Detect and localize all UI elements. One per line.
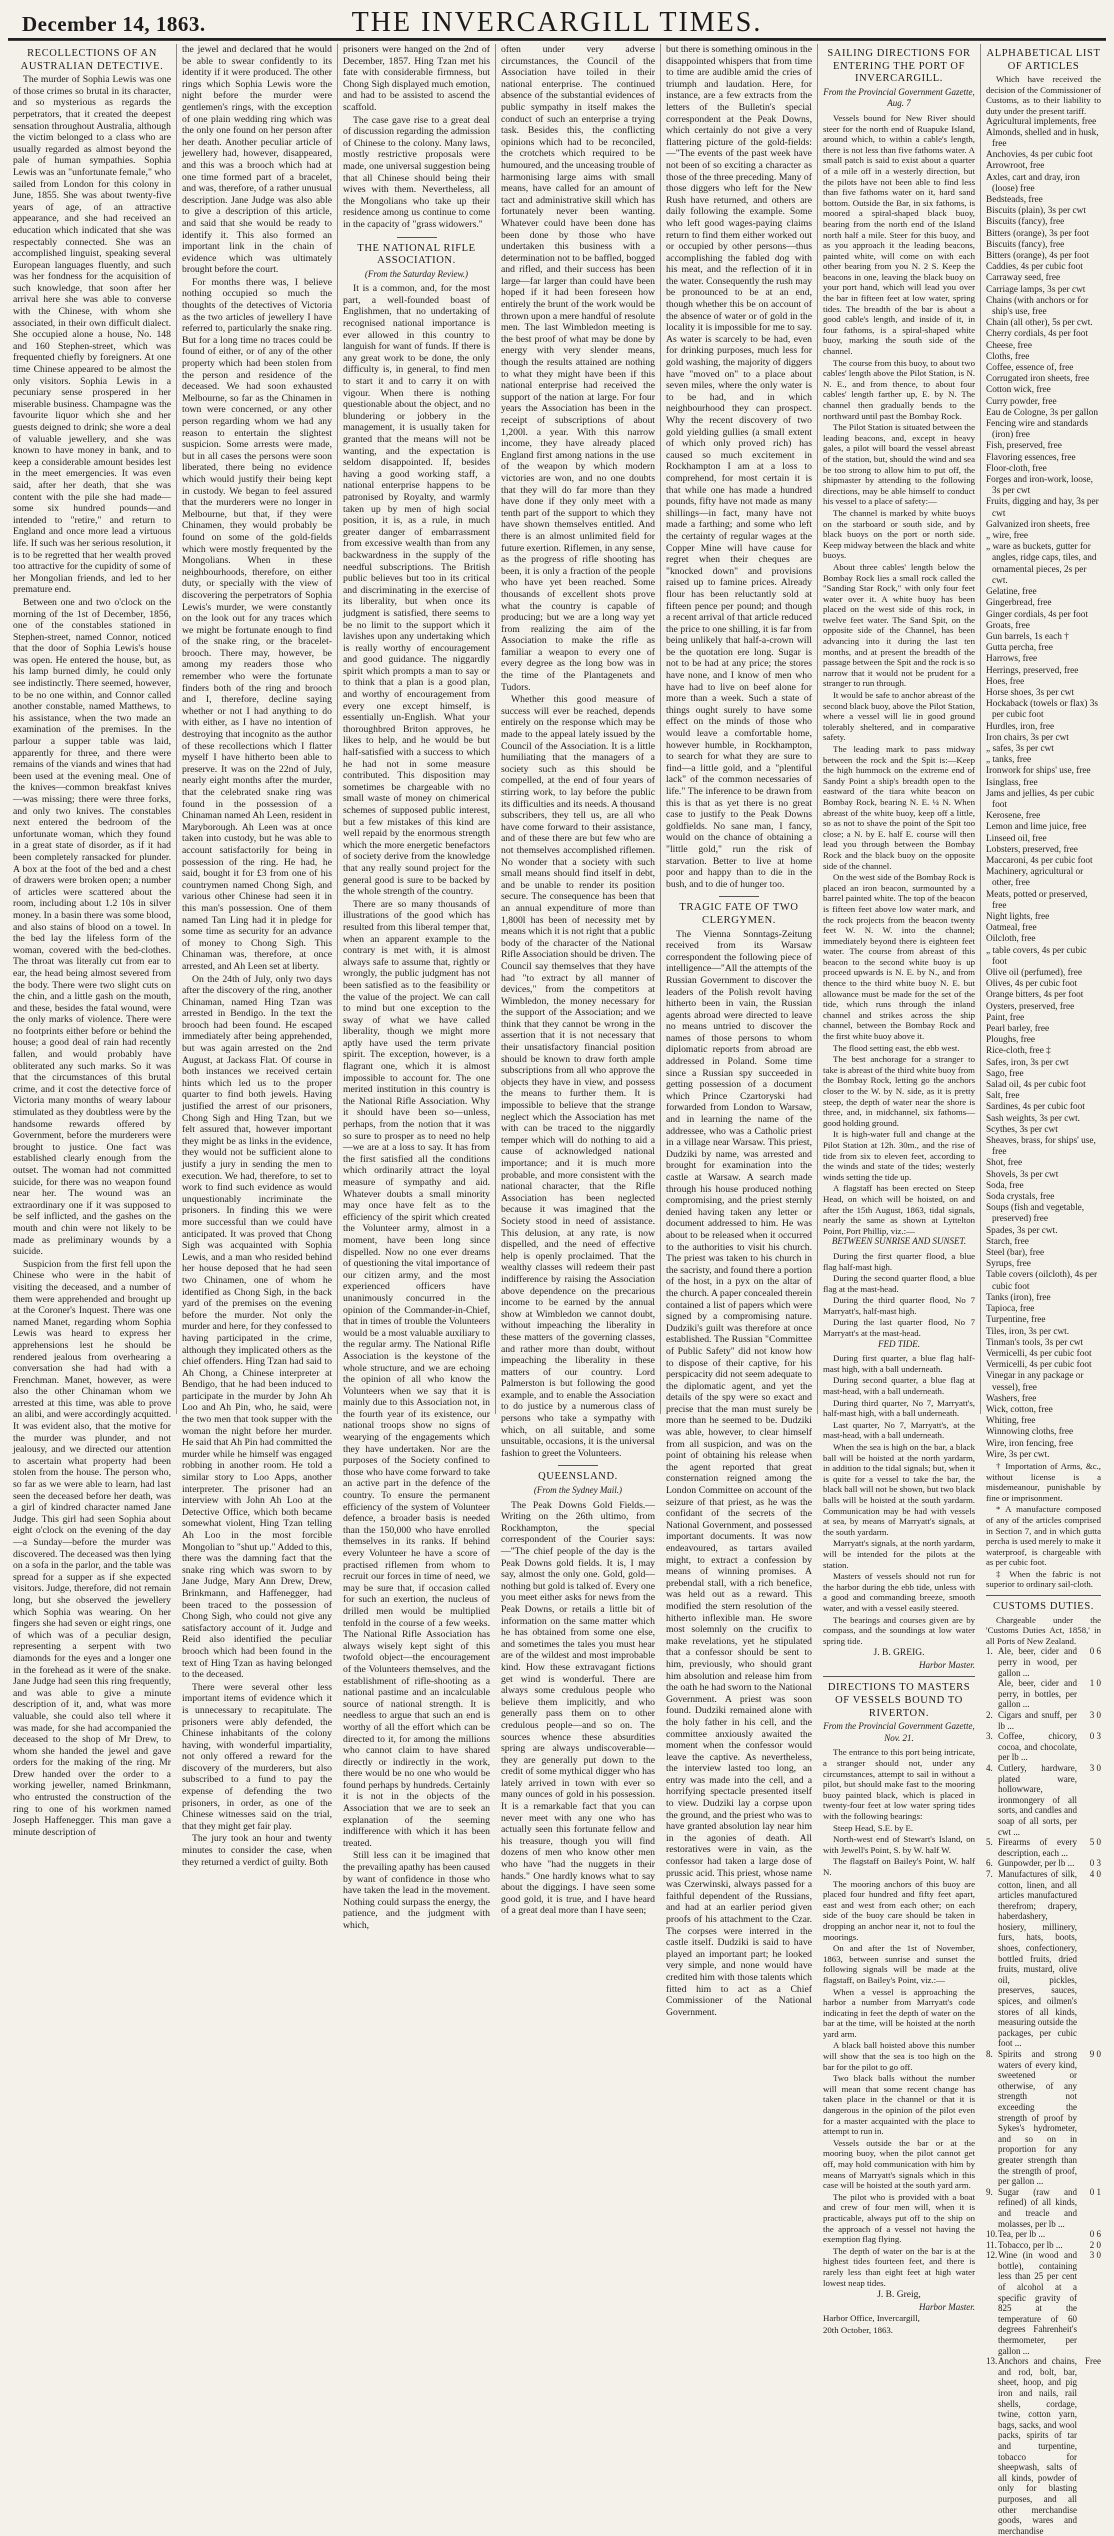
signature-name: J. B. GREIG. <box>873 1648 925 1659</box>
tariff-list-item: Hockaback (towels or flax) 3s per cubic foot <box>986 699 1099 721</box>
duties-intro: Chargeable under the 'Customs Duties Act, 1858,' in all Ports of New Zealand. <box>986 1614 1101 1646</box>
article-paragraph: Steep Head, S.E. by E. <box>833 1822 914 1833</box>
article-paragraph: Suspicion from the first fell upon the Chinese who were in the habit of visiting the deceased, and a number of them were apprehended and brought up at the Coroner's Inquest. There was one named Manet, regarding whom Sophia Lewis was heard to express her apprehensions lest he should be rendered jealous from overhearing a conversation she had had with a Frenchman. Manet, however, as were also the other Chinaman whom we arrested at this time, was able to prove an alibi, and were accordingly acquitted. It was evident also, that the motive for the murder was plunder, and not jealousy, and we directed our attention to ascertain what property had been stolen from the house. The person who, so far as we were able to learn, had last seen the deceased before her death, was a girl of kindred character named Jane Judge. This girl had seen Sophia about eight o'clock on the evening of the day—a Sunday—before the murder was discovered. The deceased was then lying on a sofa in the parlor, and the table was spread for a supper as if she expected visitors. Judge, therefore, did not remain long, but she observed the jewellery which Sophia was wearing. On her fingers she had seven or eight rings, one of which was of a peculiar design, representing a serpent with two diamonds for the eyes and a longer one in the forehead as it were of the snake. Jane Judge had seen this ring frequently, and was able to give a minute description of it, and, what was more valuable, she could also tell where it was made, for she had accompanied the deceased to the shop of Mr Drew, to whom she handed the jewel and gave orders for the making of the ring. Mr Drew handed over the order to a working jeweller, named Brinkmann, who entrusted the construction of the ring to one of his workmen named Joseph Haffenegger. This man gave a minute description of <box>13 1258 171 1838</box>
article-heading-alphabetical-list: ALPHABETICAL LIST OF ARTICLES <box>986 48 1101 72</box>
tariff-list-item: Pearl barley, free <box>986 1024 1050 1035</box>
tariff-list-item: Vinegar in any package or vessel), free <box>986 1371 1084 1393</box>
duties-row <box>986 2187 1101 2229</box>
duty-number: 11. <box>986 2239 997 2250</box>
tariff-list-item: Almonds, shelled and in husk, free <box>986 127 1099 149</box>
tariff-list-item: Washers, free <box>986 1393 1037 1404</box>
duty-number: 1. <box>986 1646 993 1657</box>
tariff-list-item: Chains (with anchors or for ship's use, free <box>986 295 1089 318</box>
article-paragraph: often under very adverse circumstances, the Council of the Association have toiled in their national enterprise. The continued absence of the substantial evidences of public sympathy in itself makes the conduct of such an enterprise a trying task. Besides this, the conflicting opinions which had to be reconciled, the crotchets which required to be humoured, and the unceasing trouble of harmonising large aims with small means, have called for an amount of tact and administrative skill which has fortunately never been wanting. Whatever could have been done has been done by those who have undertaken this business with a determination not to be baffled, bogged and rifled, and their success has been large—far larger than could have been hoped if it had been foreseen how entirely the brunt of the work would be thrown upon a mere handful of resolute men. The last Wimbledon meeting is the best proof of what may be done by energy with very slender means, though the results attained are nothing to what they might have been if this national enterprise had received the support of the nation at large. For four years the Association has been in the receipt of subscriptions of about 1,200l. a year. With this narrow income, they have already placed England first among nations in the use of the weapon by which modern victories are won, and no one doubts that they will do far more than they have done if they only meet with a tenth part of the support to which they have shown themselves entitled. And there is an almost unlimited field for future exertion. Riflemen, in any sense, as the progress of rifle shooting has been, it is only a fraction of the people who have yet been reached. Some thousands of excellent shots prove what the country is capable of producing; but we are a long way yet from realizing the aim of the Association to make the rifle as familiar a weapon to every one of every degree as the long bow was in the time of the Plantagenets and Tudors. <box>501 44 655 693</box>
tariff-list-item: Tapioca, free <box>986 1304 1035 1315</box>
article-paragraph: It is a common, and, for the most part, a well-founded boast of Englishmen, that no undertaking of recognised national importance is ever allowed in this country to languish for want of funds. If there is any great work to be done, the only difficulty is, in general, to find men to start it and to carry it on with vigour. When there is nothing questionable about the object, and no blundering or jobbery in the management, it is usually taken for granted that the means will not be wanting, and the expectation is seldom disappointed. If, besides having a good working staff, a national enterprise happens to be patronised by Royalty, and warmly taken up by men of high social position, it is, as a rule, in much greater danger of embarrassment from excessive wealth than from any backwardness in the supply of the needful subscriptions. The British public believes but too in its critical and discriminating in the exercise of its liberality, but when once its judgment is satisfied, there seems to be no limit to the support which it lavishes upon any undertaking which is really worthy of encouragement and good guidance. The niggardly spirit which prompts a man to say or to think that a plan is a good plan, and worthy of encouragement from every one except himself, is essentially un-English. What your thoroughbred Briton approves, he likes to help, and he would be but half-satisfied with a success to which he had not in some measure contributed. This disposition may sometimes be chargeable with no small waste of money on chimerical schemes of supposed public interest, but a few mistakes of this kind are well repaid by the enormous strength which the more energetic benefactors of society derive from the knowledge that any really sound project for the general good is sure to be backed by the whole strength of the country. <box>343 283 490 898</box>
duty-description: Tobacco, per lb ... <box>998 2239 1063 2250</box>
signals-heading: BETWEEN SUNRISE AND SUNSET. <box>831 1236 967 1247</box>
tariff-list-item: Soda, free <box>986 1180 1024 1191</box>
tariff-list-item: Scythes, 3s per cwt <box>986 1124 1058 1135</box>
duties-row <box>986 2049 1101 2187</box>
tariff-list-item: „ safes, 3s per cwt <box>986 743 1054 754</box>
article-paragraph: For months there was, I believe nothing occupied so much the thoughts of the detectives of Victoria as the two articles of jewellery I have referred to, particularly the snake ring. But for a long time no traces could be found of either, or of any of the other property which had been stolen from the person and residence of the deceased. We had soon exhausted Melbourne, so far as the Chinamen in town were concerned, or any other person regarding whom we had any reason to entertain the slightest suspicion. Some arrests were made, but in all cases the persons were soon liberated, there being no evidence which would justify their being kept in custody. We began to feel assured that the murderers were no longer in Melbourne, but that, if they were Chinamen, they would probably be found on some of the gold-fields which were mostly frequented by the Mongolians. When in these neighbourhoods, therefore, on either duty, or specially with the view of discovering the perpetrators of Sophia Lewis's murder, we were constantly on the look out for any traces which we might be fortunate enough to find of the snake ring, or the bracelet-brooch. There may, however, be among my readers those who remember who were the fortunate finders both of the ring and brooch and I, therefore, decline saying whether or not I had anything to do with either, as I have no intention of destroying that incognito as the author of these recollections which I flatter myself I have hitherto been able to preserve. It was on the 22nd of July, nearly eight months after the murder, that the celebrated snake ring was found in the possession of a Chinaman named Ah Leen, resident in Maryborough. Ah Leen was at once taken into custody, but he was able to account satisfactorily for being in possession of the ring. He had, he said, bought it for £3 from one of his countrymen named Chong Sigh, and various other Chinese had seen it in this man's possession. One of them named Tan Ling had it in pledge for some time as security for an advance of money to Chong Sigh. This Chinaman was, therefore, at once arrested, and Ah Leen set at liberty. <box>182 276 332 972</box>
article-paragraph: Marryatt's signals, at the north yardarm, will be intended for the pilots at the station. <box>823 1538 975 1570</box>
tariff-list-item: Kerosene, free <box>986 811 1041 822</box>
tariff-list-item: Sheaves, brass, for ships' use, free <box>986 1136 1096 1158</box>
tariff-list-item: Gingerbread, free <box>986 598 1052 609</box>
tariff-list-item: Olive oil (perfumed), free <box>986 968 1083 978</box>
article-paragraph: When the sea is high on the bar, a black ball will be hoisted at the north yardarm, in addition to the tidal signals; but, when it is quite for a vessel to take the bar, the black ball will not be shown, but two black balls will be hoisted at the south yardarm. Communication may be had with vessels at sea, by means of Marryatt's signals, at the south yardarm. <box>823 1442 975 1537</box>
article-paragraph: The flood setting east, the ebb west. <box>833 1042 960 1053</box>
tariff-list-item: Forges and iron-work, loose, 3s per cwt <box>986 475 1093 497</box>
signature-title: Harbor Master. <box>918 2301 975 2312</box>
signal-line: During the last quarter flood, No 7 Marryatt's at the mast-head. <box>823 1317 975 1339</box>
list-note: ‡ When the fabric is not superior to ordinary sail-cloth. <box>986 1568 1101 1590</box>
duties-row <box>986 1869 1101 2049</box>
signal-line: Last quarter, No 7, Marryatt's, at the mast-head, with a ball underneath. <box>823 1419 975 1441</box>
tariff-list-item: Agricultural implements, free <box>986 116 1097 127</box>
article-paragraph: There are so many thousands of illustrations of the good which has resulted from this liberal temper that, when an apparent example to the contrary is met with, it is almost always safe to assume that, rightly or wrongly, the public judgment has not been satisfied as to the feasibility or the value of the project. We can call to mind but one exception to the sway of what we have called liberality, though we might more aptly have used the term private spirit. The exception, however, is a flagrant one, which it is almost impossible to account for. The one merited institution in this country is the National Rifle Association. Why it should have been so—unless, perhaps, from the notion that it was so sure to prosper as to need no help—we are at a loss to say. It has from the first satisfied all the conditions which ordinarily attract the loyal measure of sympathy and aid. Whatever doubts a small minority may once have felt as to the efficiency of the spirit which created the Volunteer army, almost in a moment, have been long since dispelled. Now no one ever dreams of questioning the vital importance of our citizen army, and the most experienced officers have unanimously concurred in the opinion of the Commander-in-Chief, that in times of trouble the Volunteers would be a most valuable auxiliary to the regular army. The National Rifle Association is the keystone of the whole structure, and we are echoing the opinion of all who know the Volunteers when we say that it is mainly due to this Association not, in the fourth year of its existence, our national troops show no signs of wearying of the engagements which they have undertaken. Nor are the purposes of the Society confined to those who have come forward to take an active part in the defence of the country. To ensure the permanent efficiency of the system of Volunteer defence, a broader basis is needed than the 150,000 who have enrolled themselves in its ranks. If behind every Volunteer he have a score of practised riflemen from whom to recruit our forces in time of need, we may be sure that, if occasion called for such an exertion, the nucleus of drilled men would be multiplied tenfold in the course of a few weeks. The National Rifle Association has always wisely kept sight of this twofold object—the encouragement of the Volunteers themselves, and the establishment of rifle-shooting as a national pastime and an incalculable source of national strength. It is needless to argue that such an end is worthy of all the effort which can be directed to it, for among the millions who cannot claim to have shared directly or indirectly in the work, there would be no one who would be found perhaps by hundreds. Certainly it is not in the objects of the Association that we are to seek an explanation of the seeming indifference with which it has been treated. <box>343 898 490 1849</box>
article-paragraph: The best anchorage for a stranger to take is abreast of the third white buoy from the Bombay Rock, letting go the anchors closer to the W. by N. side, as it is pretty steep, the depth of water near the shore is three, and, in midchannel, six fathoms—good holding ground. <box>823 1054 975 1128</box>
article-paragraph: but there is something ominous in the disappointed whispers that from time to time are audible amid the cries of triumph and laudation. Here, for instance, are a few extracts from the letters of the Bulletin's special correspondent at the Peak Downs, which certainly do not give a very flattering picture of the gold-fields:—"The events of the past week have not been of so exciting a character as those of the three preceding. Many of those diggers who left for the New Rush have returned, and others are daily following the example. Some who left good wages-paying claims return to find them either worked out or occupied by other persons—thus accomplishing the fabled dog with his meat, and the reflection of it in the water. Consequently the rush may be pronounced to be at an end, though whether this be on account of the absence of water or of gold in the locality it is impossible for me to say. As water is scarcely to be had, even for drinking purposes, much less for gold washing, the majority of diggers have "moved on" to a place about seven miles, where the only water is to be had, and in which neighbourhood they can prospect. Why the recent discovery of two gold yielding gullies (a small extent of which only proved rich) has caused so much excitement in Rockhampton I am at a loss to comprehend, for most certain it is that while one has made a hundred pounds, fifty have not made as many shillings—in fact, many have not made a farthing; and some who left the certainty of regular wages at the Copper Mine will have cause for regret when their cheques are "knocked down" and provisions raised up to famine prices. Already flour has been reluctantly sold at fifteen pence per pound; and though a recent arrival of that article reduced the price to one shilling, it is far from being unlikely that half-a-crown will be the quotation ere long. Sugar is not to be had at any price; the stores have none, and I know of men who have had to live on beef alone for more than a week. Such a state of things ought surely to have some effect on the minds of those who would leave a comfortable home, however humble, in Rockhampton, to search for what they are sure to find—a little gold, and a "plentiful lack" of the common necessaries of life." The inference to be drawn from this is that as yet there is no great case to justify to the Peak Downs goldfields. No sane man, I fancy, would on the chance of obtaining a "little gold," run the risk of starvation. Better to live at home poor and happy than to die in the bush, and to die of hunger too. <box>666 44 812 890</box>
article-heading-sailing-directions: SAILING DIRECTIONS FOR ENTERING THE PORT OF INVERCARGILL. <box>827 48 971 85</box>
tariff-list-item: Oysters, preserved, free <box>986 1001 1075 1012</box>
tariff-list-item: „ table covers, 4s per cubic foot <box>986 945 1087 967</box>
tariff-list-item: Night lights, free <box>986 911 1050 922</box>
list-intro: Which have received the decision of the Commissioner of Customs, as to their liability to duty under the present tariff. <box>986 74 1101 116</box>
tariff-list-item: Oilcloth, free <box>986 934 1036 945</box>
signals-heading: FED TIDE. <box>878 1338 920 1349</box>
newspaper-title: THE INVERCARGILL TIMES. <box>351 7 763 38</box>
tariff-list-item: Horse shoes, 3s per cwt <box>986 687 1075 698</box>
tariff-list-item: Hoes, free <box>986 676 1025 687</box>
tariff-list-item: Gun barrels, 1s each † <box>986 631 1069 642</box>
duty-number: 3. <box>986 1731 993 1742</box>
tariff-list-item: Orange bitters, 4s per foot <box>986 990 1084 1001</box>
article-paragraph: Between one and two o'clock on the morning of the 1st of December, 1856, one of the constables stationed in Stephen-street, named Connor, noticed that the door of Sophia Lewis's house was open. He entered the house, but, as his lamp burned dimly, he could only see indistinctly. There seemed, however, to be no one within, and Connor called another constable, named Matthews, to his assistance, when the two made an examination of the premises. In the parlour a supper table was laid, apparently for three, and there were remains of the viands and wines that had been used at the evening meal. One of the knives—common breakfast knives—was missing; there were three forks, and only two knives. The constables next entered the bedroom of the unfortunate woman, which they found in a great state of disorder, as if it had been completely ransacked for plunder. A box at the foot of the bed and a chest of drawers were broken open; a number of articles were scattered about the room, including about 1.2 10s in silver money. In a basin there was some blood, and also stains of blood on a towel. In the bed lay the lifeless form of the woman, covered with the bed-clothes. The throat was literally cut from ear to ear, the head being almost severed from the body. There were two slight cuts on the chin, and a little gash on the mouth, and these, besides the fatal wound, were the only marks of violence. There were no footprints either before or behind the house; a good deal of rain had recently fallen, and would probably have obliterated any such marks. So it was that the circumstances of this brutal crime, and it cost the detective force of Victoria many months of weary labour stimulated as they doubtless were by the handsome rewards offered by Government, before the murderers were brought to justice. One fact was established clearly enough from the outset. The woman had not committed suicide, for there was no weapon found near her. The wound was an extraordinary one if it was supposed to be self inflicted, and the gashes on the mouth and chin were not likely to be made as preliminary wounds by a suicide. <box>13 596 171 1258</box>
tariff-list-item: Gutta percha, free <box>986 643 1053 654</box>
signal-line: During first quarter, a blue flag half-mast high, with a ball underneath. <box>823 1353 975 1374</box>
duty-description: Firearms of every description, each ... <box>998 1837 1077 1858</box>
tariff-list-item: „ wire, free <box>986 531 1029 542</box>
tariff-list-item: Tiles, iron, 3s per cwt. <box>986 1326 1070 1337</box>
tariff-list-item: Chain (all other), 5s per cwt. <box>986 318 1093 329</box>
article-paragraph: Masters of vessels should not run for the harbor during the ebb tide, unless with a good and commanding breeze, smooth water, and with a vessel easily steered. <box>823 1571 975 1613</box>
tariff-list-item: Corrugated iron sheets, free <box>986 374 1090 385</box>
tariff-list-item: Sardines, 4s per cubic foot <box>986 1102 1085 1113</box>
article-separator <box>823 1676 975 1677</box>
column-2 <box>176 44 337 1868</box>
tariff-list-item: Fruits, digging and hay, 3s per cwt <box>986 497 1099 519</box>
article-paragraph: The channel is marked by white buoys on the starboard or south side, and by black buoys on the port or north side. Keep midway between the black and white buoys. <box>823 507 975 561</box>
tariff-list-item: Olives, 4s per cubic foot <box>986 979 1078 990</box>
tariff-list-item: Iron chairs, 3s per cwt <box>986 732 1069 743</box>
list-note: † Importation of Arms, &c., without license is a misdemeanour, punishable by fine or imprisonment. <box>986 1460 1101 1503</box>
duty-rate: 4 0 <box>1089 1868 1101 1879</box>
duty-rate: 1 0 <box>1089 1678 1101 1689</box>
tariff-list-item: Galvanized iron sheets, free <box>986 519 1090 530</box>
tariff-list-item: Rice-cloth, free ‡ <box>986 1046 1051 1057</box>
duty-description: Spirits and strong waters of every kind, sweetened or otherwise, of any strength not exceeding the strength of proof by Sykes's hydrometer, and so on in proportion for any greater strength than the strength of proof, per gallon ... <box>998 2049 1077 2187</box>
duty-number: 6. <box>986 1858 993 1869</box>
tariff-list-item: Machinery, agricultural or other, free <box>986 867 1084 889</box>
tariff-list-item: Lemon and lime juice, free <box>986 822 1087 833</box>
duty-rate: 3 0 <box>1089 1710 1101 1720</box>
signal-line: During third quarter, No 7, Marryatt's, half-mast high, with a ball underneath. <box>823 1397 975 1419</box>
duties-row <box>986 1678 1101 1710</box>
duty-number: 10. <box>986 2229 998 2240</box>
duties-row <box>986 1837 1101 1858</box>
duty-number <box>986 1678 998 1710</box>
duties-row <box>986 1731 1101 1763</box>
duty-rate: 3 0 <box>1089 1762 1101 1773</box>
tariff-list-item: Table covers (oilcloth), 4s per cubic foot <box>986 1270 1098 1292</box>
duty-description: Ale, beer, cider and perry in wood, per gallon ... <box>998 1646 1077 1678</box>
tariff-list-item: „ ware as buckets, gutter for angles, ridge caps, tiles, and ornamental pieces, 2s per cwt. <box>986 542 1097 586</box>
tariff-list-item: Starch, free <box>986 1236 1029 1247</box>
tariff-list-item: Herrings, preserved, free <box>986 665 1079 676</box>
tariff-list-item: Hurdles, iron, free <box>986 721 1055 732</box>
tariff-list-item: Paint, free <box>986 1012 1025 1023</box>
tariff-list-item: Isinglass, free <box>986 777 1038 788</box>
duty-number: 13. <box>986 2356 998 2367</box>
tariff-list-item: Whiting, free <box>986 1416 1036 1427</box>
duty-number: 4. <box>986 1762 993 1773</box>
duty-rate: 2 0 <box>1089 2239 1101 2250</box>
article-paragraph: The Peak Downs Gold Fields.—Writing on the 26th ultimo, from Rockhampton, the special correspondent of the Courier says:—"The chief people of the day is the Peak Downs gold fields. It is, I may say, almost the only one. Gold, gold—nothing but gold is talked of. Every one you meet either asks for news from the Peak Downs, or retails a little bit of information on the same matter which he has obtained from some one else, and sometimes the tales you must hear are of the wildest and most improbable kind. How these extravagant fictions get wind is wonderful. There are always some credulous people who believe them implicitly, and who generally pass them on to other credulous people—and so on. The sources whence these absurdities spring are always undiscoverable—they are generally put down to the credit of some mythical digger who has lately arrived in town with ever so many ounces of gold in his possession. It is a remarkable fact that you can never meet with any one who has actually seen this fortunate fellow and his treasure, though you will find dozens of men who know other men who have "had the nuggets in their hands." One hardly knows what to say about the diggings. I have seen some good gold, it is true, and I have heard of a great deal more than I have seen; <box>501 1499 655 1917</box>
article-paragraph: prisoners were hanged on the 2nd of December, 1857. Hing Tzan met his fate with considerable firmness, but Chong Sigh displayed much emotion, and had to be assisted to ascend the scaffold. <box>343 44 490 113</box>
duties-row <box>986 2229 1101 2240</box>
signature-place: Harbor Office, Invercargill, <box>823 2313 920 2324</box>
article-heading-detective: RECOLLECTIONS OF AN AUSTRALIAN DETECTIVE. <box>20 48 164 72</box>
article-source: From the Provincial Government Gazette, Nov. 21. <box>823 1721 975 1743</box>
article-separator <box>558 1465 598 1466</box>
article-paragraph: It is high-water full and change at the Pilot Station at 12h. 30m., and the rise of tide from six to eleven feet, according to the winds and state of the tides; westerly winds setting the tide up. <box>823 1129 975 1182</box>
tariff-list-item: Floor-cloth, free <box>986 463 1047 474</box>
article-paragraph: About three cables' length below the Bombay Rock lies a small rock called the "Sanding Star Rock," with only four feet water over it. A white buoy has been placed on the west side of this rock, in twelve feet water. The Sand Spit, on the opposite side of the Channel, has been advancing into it during the last ten months, and at present the breadth of the passage between the Spit and the rock is so narrow that it would not be prudent for a stranger to run through. <box>823 561 975 689</box>
tariff-list-item: Anchovies, 4s per cubic foot <box>986 150 1093 161</box>
tariff-list-item: Ironwork for ships' use, free <box>986 766 1091 777</box>
tariff-list-item: Ploughs, free <box>986 1035 1036 1046</box>
duty-description: Anchors and chains, and rod, bolt, bar, sheet, hoop, and pig iron and nails, rail shells, cordage, twine, cotton yarn, bags, sacks, and wool packs, spirits of tar and turpentine, tobacco for sheepwash, salts of all kinds, powder of only for blasting purposes, and all other merchandise goods, wares and merchandise <box>998 2356 1077 2536</box>
tariff-list-item: Jams and jellies, 4s per cubic foot <box>986 788 1095 810</box>
tariff-list-item: Soups (fish and vegetable, preserved) free <box>986 1203 1085 1225</box>
column-1 <box>8 44 176 1838</box>
tariff-list-item: Fish, preserved, free <box>986 441 1062 452</box>
tariff-list-item: Coffee, essence of, free <box>986 363 1074 374</box>
masthead <box>8 4 1106 40</box>
tariff-list-item: Eau de Cologne, 3s per gallon <box>986 407 1099 418</box>
tariff-list-item: Arrowroot, free <box>986 161 1045 172</box>
article-paragraph: On the west side of the Bombay Rock is placed an iron beacon, surmounted by a barrel painted white. The top of the beacon is fifteen feet above low water mark, and the rock projects from the beacon twenty feet W. N. W. into the channel; immediately beyond there is eighteen feet water. The course from abreast of this beacon to the second white buoy is up proceed upwards is N. E. by N., and from thence to the third white buoy N. E. but allowance must be made for the set of the tide, which runs through the inland channel and strikes across the ship channel, between the Bombay Rock and the first white buoy above it. <box>823 872 975 1042</box>
duty-rate: 3 0 <box>1089 2250 1101 2261</box>
article-separator <box>986 1595 1101 1596</box>
article-paragraph: Whether this good measure of success will ever be reached, depends entirely on the response which may be made to the appeal lately issued by the Council of the Association. It is a little humiliating that the managers of a society such as this should be compelled, at the end of four years of stirring work, to lay before the public its difficulties and its needs. A thousand subscribers, they tell us, are all who have come forward to their assistance, and of these there are but few who are not themselves accomplished riflemen. No wonder that a society with such small means should find itself in debt, and be unable to render its position secure. The consequence has been that an annual expenditure of more than 1,800l has been of necessity met by means which it is not right that a public body of the character of the National Rifle Association should be driven. The Council say themselves that they have had "to extract by all manner of devices," from the competitors at Wimbledon, the money necessary for the support of the Association; and we think that they cannot be wrong in the assertion that it is not necessary that their unsatisfactory financial position should be known to draw forth ample subscriptions from all who approve the objects they have in view, and possess the means to further them. It is impossible to believe that the strange neglect which the Association has met with can be traced to the niggardly temper which will do nothing to aid a cause of acknowledged national importance; and it is much more probable, and more consistent with the national character, that the Rifle Association has been neglected because it was imagined that the Society stood in need of assistance. This delusion, at any rate, is now dispelled, and the need of effective help is openly proclaimed. That the wealthy classes will redeem their past indifference by raising the Association above dependence on the precarious income to be earned by the annual show at Wimbledon we cannot doubt, without impeaching the liberality in these matters of the governing classes, and rather more than doubt, without impeaching the liberality in these matters of our country. Lord Palmerston is but following the good example, and to enable the Association to do justice by a numerous class of persons who take a sympathy with which, on all suitable, and some unsuitable, occasions, it is the universal fashion to greet the Volunteers. <box>501 694 656 1459</box>
duty-number: 12. <box>986 2250 998 2261</box>
duty-number: 2. <box>986 1710 993 1720</box>
tariff-list-item: Wire, iron fencing, free <box>986 1438 1074 1449</box>
tariff-list-item: Curry powder, free <box>986 396 1057 407</box>
duty-description: Wine (in wood and bottle), containing less than 25 per cent of alcohol at a specific gravity of 825 at the temperature of 60 degrees Fahrenheit's thermometer, per gallon ... <box>998 2250 1077 2356</box>
duty-description: Coffee, chicory, cocoa, and chocolate, per lb ... <box>998 1731 1077 1763</box>
article-source: (From the Sydney Mail.) <box>533 1485 623 1496</box>
article-separator <box>397 237 437 238</box>
article-heading-clergymen: TRAGIC FATE OF TWO CLERGYMEN. <box>679 902 799 926</box>
tariff-list-item: Soda crystals, free <box>986 1192 1055 1203</box>
signature-date: 20th October, 1863. <box>823 2324 894 2335</box>
tariff-list-item: Sago, free <box>986 1068 1024 1079</box>
duty-description: Sugar (raw and refined) of all kinds, and treacle and molasses, per lb ... <box>998 2186 1077 2229</box>
signal-line: During the first quarter flood, a blue flag half-mast high. <box>823 1250 975 1272</box>
tariff-list-item: Winnowing cloths, free <box>986 1427 1074 1438</box>
article-paragraph: The entrance to this port being intricate, a stranger should not, under any circumstances, attempt to sail in without a pilot, but should make fast to the mooring buoy painted black, which is placed in twenty-four feet at low water spring tides with the following bearings: <box>823 1747 975 1821</box>
masthead-rule <box>8 40 1106 41</box>
duties-table <box>986 1646 1101 2536</box>
tariff-list-item: Tinman's tools, 3s per cwt <box>986 1337 1084 1348</box>
article-paragraph: The Vienna Sonntags-Zeitung received from its Warsaw correspondent the following piece of intelligence—"All the attempts of the Russian Government to discover the leaders of the Polish revolt having hitherto been in vain, the Russian agents abroad were directed to leave no means untried to discover the names of those persons to whom diplomatic reports from abroad are addressed in Poland. Some time since a Russian spy succeeded in getting possession of a document which Prince Czartoryski had forwarded from London to Warsaw, and in learning the name of the addressee, who was a Catholic priest in a village near Warsaw. This priest, Dudziki by name, was arrested and brought for examination into the castle at Warsaw. A search made through his house produced nothing compromising, and the priest sternly denied having taken any letter or document addressed to him. He was about to be released when it occurred to the authorities to visit his church. The priest was taken to his church in the sacristy, and found there a portion of the host, in a pyx on the altar of the church. A paper concealed therein contained a list of papers which were signed by a compromising nature. Dudziki's guilt was therefore at once established. The Russian "Committee of Public Safety" did not know how to dispose of their captive, for his perspicacity did not seem adequate to the diplomatic agent, and yet the details of the spy were so exact and precise that the man must surely be more than he seemed to be. Dudziki was able, however, to clear himself from all suspicion, and was on the point of obtaining his release when the agent reported that great consternation reigned among the London Committee on account of the seizure of that priest, as he was the confidant of the secrets of the National Government, and possessed important documents. It was now endeavoured, as tartars availed might, to extract a confession by means of winning promises. A prebendal stall, with a rich benefice, was held out as a reward. This modified the stern resolution of the hitherto inflexible man. He swore most solemnly on the crucifix to make revelations, yet he stipulated that a confessor should be sent to him, previously, who should grant him absolution and release him from the oath he had sworn to the National Government. A priest was soon found. Dudziki remained alone with the holy father in his cell, and the committee anxiously awaited the moment when the confessor would leave the captive. As nevertheless, the interview lasted too long, an entry was made into the cell, and a horrifying spectacle presented itself to view. Dudziki lay a corpse upon the ground, and the priest who was to have granted absolution lay near him in the agonies of death. All restoratives were in vain, as the confessor had taken a large dose of prussic acid. This priest, whose name was Czerwinski, always passed for a faithful dependent of the Russians, and had at an earlier period given proofs of his attachment to the Czar. The corpses were interred in the castle itself. Dudziki is said to have played an important part; he looked very simple, and none would have credited him with those talents which fitted him to act as a Chief Commissioner of the National Government. <box>666 928 812 2018</box>
signature-name: J. B. Greig, <box>877 2290 921 2301</box>
duties-row <box>986 1763 1101 1837</box>
tariff-list-item: Tanks (iron), free <box>986 1292 1051 1303</box>
column-3 <box>337 44 495 1931</box>
article-paragraph: Vessels outside the bar or at the mooring buoy, when the pilot cannot get off, may hold communication with him by means of Marryatt's signals which in this case will be hoisted at the south yard arm. <box>823 2137 975 2191</box>
duty-rate: 5 0 <box>1089 1837 1101 1848</box>
tariff-list-item: Vermicelli, 4s per cubic foot <box>986 1348 1092 1359</box>
article-source: From the Provincial Government Gazette, Aug. 7 <box>823 86 975 109</box>
tariff-list-item: Axles, cart and dray, iron (loose) free <box>986 172 1080 194</box>
article-paragraph: the jewel and declared that he would be able to swear confidently to its identity if it were produced. The other rings which Sophia Lewis wore the night before the murder were gentlemen's rings, with the exception of one plain wedding ring which was the only one found on her person after her death. Another peculiar article of jewellery had, however, disappeared, and this was a brooch which had at one time formed part of a bracelet, and was, therefore, of a rather unusual description. Jane Judge was also able to give a description of this article, and said that she would be ready to identify it. This also formed an important link in the chain of evidence which was ultimately brought before the court. <box>182 44 332 276</box>
duty-description: Cigars and snuff, per lb ... <box>998 1710 1077 1731</box>
article-paragraph: The bearings and courses given are by compass, and the soundings at low water spring tide. <box>823 1614 975 1646</box>
duty-rate: 0 1 <box>1089 2186 1101 2197</box>
article-paragraph: There were several other less important items of evidence which it is unnecessary to recapitulate. The prisoners were ably defended, the Chinese inhabitants of the colony having, with wonderful impartiality, not only offered a reward for the discovery of the murderers, but also subscribed to a fund to pay the expense of defending the two prisoners, in order, as one of the Chinese witnesses said on the trial, that they might get fair play. <box>182 1681 332 1832</box>
tariff-list-item: Biscuits (fancy), free <box>986 217 1065 228</box>
article-paragraph: The leading mark to pass midway between the rock and the Spit is:—Keep the high hummock on the extreme end of Sandy Point a ship's breadth open to the eastward of the tiara white beacon on Bombay Rock, bearing N. E. ¼ N. When abreast of the white buoy, keep off a little, so as not to shave the point of the Spit too close; a N. by E. half E. course will then lead you through between the Bombay Rock and the black buoy on the opposite side of the channel. <box>823 744 975 871</box>
article-paragraph: On the 24th of July, only two days after the discovery of the ring, another Chinaman, named Hing Tzan was arrested in Bendigo. In the text the brooch had been found. He escaped immediately after being apprehended, but was again arrested on the 2nd August, at Jackass Flat. Of course in both instances we received certain hints which led us to the proper quarter to find both jewels. Having justified the arrest of our prisoners, Chong Sigh and Hing Tzan, but we felt assured that, however important they might be as links in the evidence, they would not be sufficient alone to justify a jury in sending the men to execution. We had, therefore, to set to work to find such evidence as would unquestionably incriminate the prisoners. In finding this we were more successful than we could have anticipated. It was proved that Chong Sigh was acquainted with Sophia Lewis, and a man who resided behind her house deposed that he had seen two Chinamen, one of whom he identified as Chong Sigh, in the back yard of the premises on the evening before the murder. Not only the murder and here, for they confessed to having participated in the crime, although they implicated others as the chief offenders. Hing Tzan had said to Ah Chong, a Chinese interpreter at Bendigo, that he had been induced to participate in the murder by John Ah Loo and Ah Pin, who, he said, were the two men that took supper with the woman the night before her murder. He said that Ah Pin had committed the murder while he himself was engaged robbing in another room. He told a similar story to Loo Apps, another interpreter. The prisoner had an interview with John Ah Loo at the Detective Office, which both became somewhat violent, Hing Tzan telling Ah Loo in the most forcible Mongolian to "shut up." Added to this, there was the damning fact that the snake ring which was sworn to by Jane Judge, Mary Ann Drew, Drew, Brinkmann, and Haffenegger, had been traced to the possession of Chong Sigh, who could not give any satisfactory account of it. Judge and Reid also identified the peculiar brooch which had been found in the text of Hing Tzan as having belonged to the deceased. <box>182 973 332 1681</box>
tariff-list-item: Groats, free <box>986 620 1030 631</box>
column-6 <box>817 44 980 2335</box>
tariff-list-item: Spades, 3s per cwt. <box>986 1225 1058 1236</box>
tariff-list-item: Maccaroni, 4s per cubic foot <box>986 855 1093 866</box>
article-paragraph: The flagstaff on Bailey's Point, W. half N. <box>823 1856 975 1877</box>
duty-rate: 9 0 <box>1089 2049 1101 2059</box>
duty-number: 9. <box>986 2186 993 2197</box>
signal-line: During second quarter, a blue flag at mast-head, with a ball underneath. <box>823 1375 975 1397</box>
duty-number: 8. <box>986 2049 993 2059</box>
tariff-list-item: Vermicelli, 4s per cubic foot <box>986 1360 1092 1371</box>
article-paragraph: The murder of Sophia Lewis was one of those crimes so brutal in its character, and so mysterious as regards the perpetrators, that it created the deepest sensation throughout Australia, although the victim belonged to a class who are usually regarded as almost beyond the pale of human sympathies. Sophia Lewis was an "unfortunate female," who sailed from London for this colony in June, 1855. She was about twenty-five years of age, of an attractive appearance, and she had received an education which indicated that she was respectably connected. She was an accomplished linguist, speaking several European languages fluently, and such was her fondness for the acquisition of such knowledge, that soon after her arrival here she was able to converse with the Chinese, with whom she associated, in their own difficult dialect. She occupied alone a house, No. 148 and 160 Stephen-street, which was frequented chiefly by foreigners. At one time Chinese appeared to be almost the only visitors. Sophia Lewis in a pecuniary sense prospered in her miserable business. Champagne was the favourite liquor which she and her guests deigned to drink; she wore a deal of valuable jewellery, and she was known to have money in bank, and to keep a considerable amount besides lest in the meet emergencies. It was even said, after her death, that she was content with the pile she had made—some six hundred pounds—and intended to "retire," and return to England and once more lead a virtuous life. If such was her serious resolution, it is to be regretted that her wealth proved too attractive for the cupidity of some of her Mongolian friends, and led to her premature end. <box>13 74 172 596</box>
tariff-list-item: Flavoring essences, free <box>986 452 1076 463</box>
list-note: * A manufacture composed of any of the articles comprised in Section 7, and in which gutta percha is used merely to make it waterproof, is chargeable with as per cubic foot. <box>986 1504 1101 1568</box>
article-paragraph: The course from this buoy, to about two cables' length above the Pilot Station, is N. N. E., and from thence, to about four cables' length farther up, E. by N. The channel then gradually bends to the northward until past the Bombay Rock. <box>823 357 975 421</box>
article-paragraph: On and after the 1st of November, 1863, between sunrise and sunset the following signals will be made at the flagstaff, on Bailey's Point, viz.:— <box>823 1943 975 1985</box>
column-4 <box>495 44 660 1917</box>
duty-rate: 0 3 <box>1089 1858 1101 1869</box>
duty-description: Tea, per lb ... <box>998 2229 1046 2240</box>
tariff-list-item: Bitters (orange), 4s per foot <box>986 251 1090 261</box>
article-heading-queensland: QUEENSLAND. <box>538 1471 618 1483</box>
tariff-list-item: Salt, free <box>986 1091 1020 1102</box>
duties-row <box>986 1858 1101 1869</box>
article-source: (From the Saturday Review.) <box>364 268 469 279</box>
tariff-list-item: Cherry cordials, 4s per foot <box>986 329 1088 340</box>
article-paragraph: The jury took an hour and twenty minutes to consider the case, when they returned a verdict of guilty. Both <box>182 1833 332 1868</box>
tariff-list-item: „ tanks, free <box>986 755 1032 766</box>
duty-rate: Free <box>1085 2356 1101 2367</box>
tariff-list-item: Meats, potted or preserved, free <box>986 889 1088 911</box>
tariff-list-item: Gelatine, free <box>986 587 1037 598</box>
tariff-list-item: Biscuits (plain), 3s per cwt <box>986 206 1086 217</box>
article-paragraph: A black ball hoisted above this number will show that the sea is too high on the bar for the pilot to go off. <box>823 2040 975 2072</box>
tariff-list <box>986 117 1101 1461</box>
tariff-list-item: Turpentine, free <box>986 1315 1046 1326</box>
signature-title: Harbor Master. <box>918 1659 975 1670</box>
tariff-list-item: Cloths, free <box>986 351 1030 362</box>
signal-line: During the third quarter flood, No 7 Marryatt's, half-mast high. <box>823 1295 975 1316</box>
tariff-list-item: Bitters (orange), 3s per foot <box>986 228 1090 239</box>
duties-row <box>986 1646 1101 1678</box>
duties-row <box>986 2240 1101 2251</box>
article-paragraph: North-west end of Stewart's Island, on with Jewell's Point, S. by W. half W. <box>823 1834 975 1855</box>
article-paragraph: Vessels bound for New River should steer for the north end of Ruapuke Island, around which, to within a cable's length, there is not less than five fathoms water. A small patch is said to exist about a quarter of a mile off in a westerly direction, but the pilots have not been able to find less than five fathoms water on it, hard sand bottom. Outside the Bar, in six fathoms, is moored a spiral-shaped black buoy, bearing from the north end of the Island north half a mile. Steer for this buoy, and as you approach it the leading beacons, painted white, will come on with each other bearing from you N. 2 S. Keep the beacons in one, leaving the black buoy on your port hand, which will lead you over the bar in fifteen feet at low water, spring tides. The breadth of the bar is about a good cable's length, and inside of it, in four fathoms, is a spiral-shaped white buoy, marking the south side of the channel. <box>823 112 975 357</box>
article-paragraph: A flagstaff has been erected on Steep Head, on which will be hoisted, on and after the 15th August, 1863, tidal signals, nearly the same as shown at Lyttelton Point, Port Phillip, viz.:— <box>823 1183 975 1236</box>
article-paragraph: The Pilot Station is situated between the leading beacons, and, except in heavy gales, a pilot will board the vessel abreast of the station, but, should the wind and sea be too strong to allow him to put off, the shipmaster by attending to the following directions, may be able himself to conduct his vessel to a place of safety:— <box>823 422 975 507</box>
duty-rate: 0 6 <box>1089 1646 1101 1657</box>
article-paragraph: The depth of water on the bar is at the highest tides fourteen feet, and there is rarely less than eight feet at high water lowest neap tides. <box>823 2245 975 2288</box>
article-paragraph: Two black balls without the number will mean that some recent change has taken place in the channel or that it is dangerous in the opinion of the pilot even for a master acquainted with the place to attempt to run in. <box>823 2073 975 2137</box>
tariff-list-item: Caddies, 4s per cubic foot <box>986 262 1083 273</box>
tariff-list-item: Wick, cotton, free <box>986 1404 1053 1415</box>
article-paragraph: The mooring anchors of this buoy are placed four hundred and fifty feet apart, east and west from each other; on each side of the buoy care should be taken in dropping an anchor near it, not to foul the moorings. <box>823 1878 975 1942</box>
duties-row <box>986 2250 1101 2356</box>
duty-number: 5. <box>986 1837 993 1848</box>
tariff-list-item: Wire, 3s per cwt. <box>986 1449 1050 1460</box>
tariff-list-item: Harrows, free <box>986 654 1038 665</box>
tariff-list-item: Oatmeal, free <box>986 923 1037 934</box>
tariff-list-item: Salad oil, 4s per cubic foot <box>986 1080 1086 1091</box>
tariff-list-item: Biscuits (fancy), free <box>986 239 1065 250</box>
article-paragraph: It would be safe to anchor abreast of the second black buoy, above the Pilot Station, where a vessel will lie in good ground tolerably sheltered, and in comparative safety. <box>823 690 975 743</box>
tariff-list-item: Syrups, free <box>986 1259 1031 1270</box>
tariff-list-item: Carriage lamps, 3s per cwt <box>986 284 1086 295</box>
signal-line: During the second quarter flood, a blue flag at the mast-head. <box>823 1273 975 1294</box>
tariff-list-item: Cotton wick, free <box>986 385 1051 396</box>
tariff-list-item: Steel (bar), free <box>986 1248 1045 1259</box>
duty-number: 7. <box>986 1868 993 1879</box>
duty-description: Cutlery, hardware, plated ware, hollowware, ironmongery of all sorts, and candles and soap of all sorts, per cwt ... <box>998 1762 1077 1837</box>
article-paragraph: When a vessel is approaching the harbor a number from Marryatt's code indicating in feet the depth of water on the bar at the time, will be hoisted at the north yard arm. <box>823 1986 975 2039</box>
article-heading-rifle-association: THE NATIONAL RIFLE ASSOCIATION. <box>357 242 476 267</box>
tariff-list-item: Shot, free <box>986 1158 1023 1169</box>
column-7 <box>980 44 1106 2536</box>
article-heading-customs-duties: CUSTOMS DUTIES. <box>993 1601 1094 1613</box>
tariff-list-item: Shovels, 3s per cwt <box>986 1169 1059 1180</box>
tariff-list-item: Safes, iron, 3s per cwt <box>986 1057 1069 1068</box>
issue-date: December 14, 1863. <box>22 12 206 36</box>
duty-rate: 0 6 <box>1089 2229 1101 2240</box>
duties-row <box>986 2356 1101 2536</box>
article-separator <box>719 896 759 897</box>
article-paragraph: Still less can it be imagined that the prevailing apathy has been caused by want of confidence in those who have taken the lead in the movement. Nothing could surpass the energy, the patience, and the judgment with which, <box>343 1850 490 1931</box>
article-paragraph: The case gave rise to a great deal of discussion regarding the admission of Chinese to the colony. Many laws, mostly restrictive proposals were made, one universal suggestion being that all Chinese should being their wives with them. Nevertheless, all the Mongolians who take up their residence among us continue to come in the capacity of "grass widowers." <box>343 114 490 230</box>
tariff-list-item: Bedsteads, free <box>986 194 1043 205</box>
duty-description: Gunpowder, per lb ... <box>998 1858 1075 1869</box>
duty-rate: 0 3 <box>1089 1731 1101 1742</box>
column-5 <box>660 44 817 2018</box>
duty-description: Manufactures of silk, cotton, linen, and all articles manufactured therefrom; drapery, haberdashery, hosiery, millinery, furs, hats, boots, shoes, confectionery, bottled fruits, dried fruits, mustard, olive oil, pickles, preserves, sauces, spices, and oilmen's stores of all kinds, measuring outside the packages, per cubic foot ... <box>998 1868 1077 2049</box>
duties-row <box>986 1710 1101 1731</box>
article-heading-riverton-directions: DIRECTIONS TO MASTERS OF VESSELS BOUND TO RIVERTON. <box>827 1682 971 1719</box>
tariff-list-item: Ginger cordials, 4s per foot <box>986 609 1088 620</box>
tariff-list-item: Sash weights, 3s per cwt. <box>986 1113 1080 1124</box>
tariff-list-item: Fencing wire and standards (iron) free <box>986 419 1088 441</box>
tariff-list-item: Carraway seed, free <box>986 273 1061 284</box>
tariff-list-item: Lobsters, preserved, free <box>986 844 1078 855</box>
article-paragraph: The pilot who is provided with a boat and crew of four men will, when it is practicable, always put off to the ship on the approach of a vessel not having the exemption flag flying. <box>823 2191 975 2245</box>
tariff-list-item: Linseed oil, free <box>986 833 1047 844</box>
tariff-list-item: Cheese, free <box>986 340 1032 351</box>
duty-description: Ale, beer, cider and perry, in bottles, per gallon ... <box>998 1678 1077 1710</box>
